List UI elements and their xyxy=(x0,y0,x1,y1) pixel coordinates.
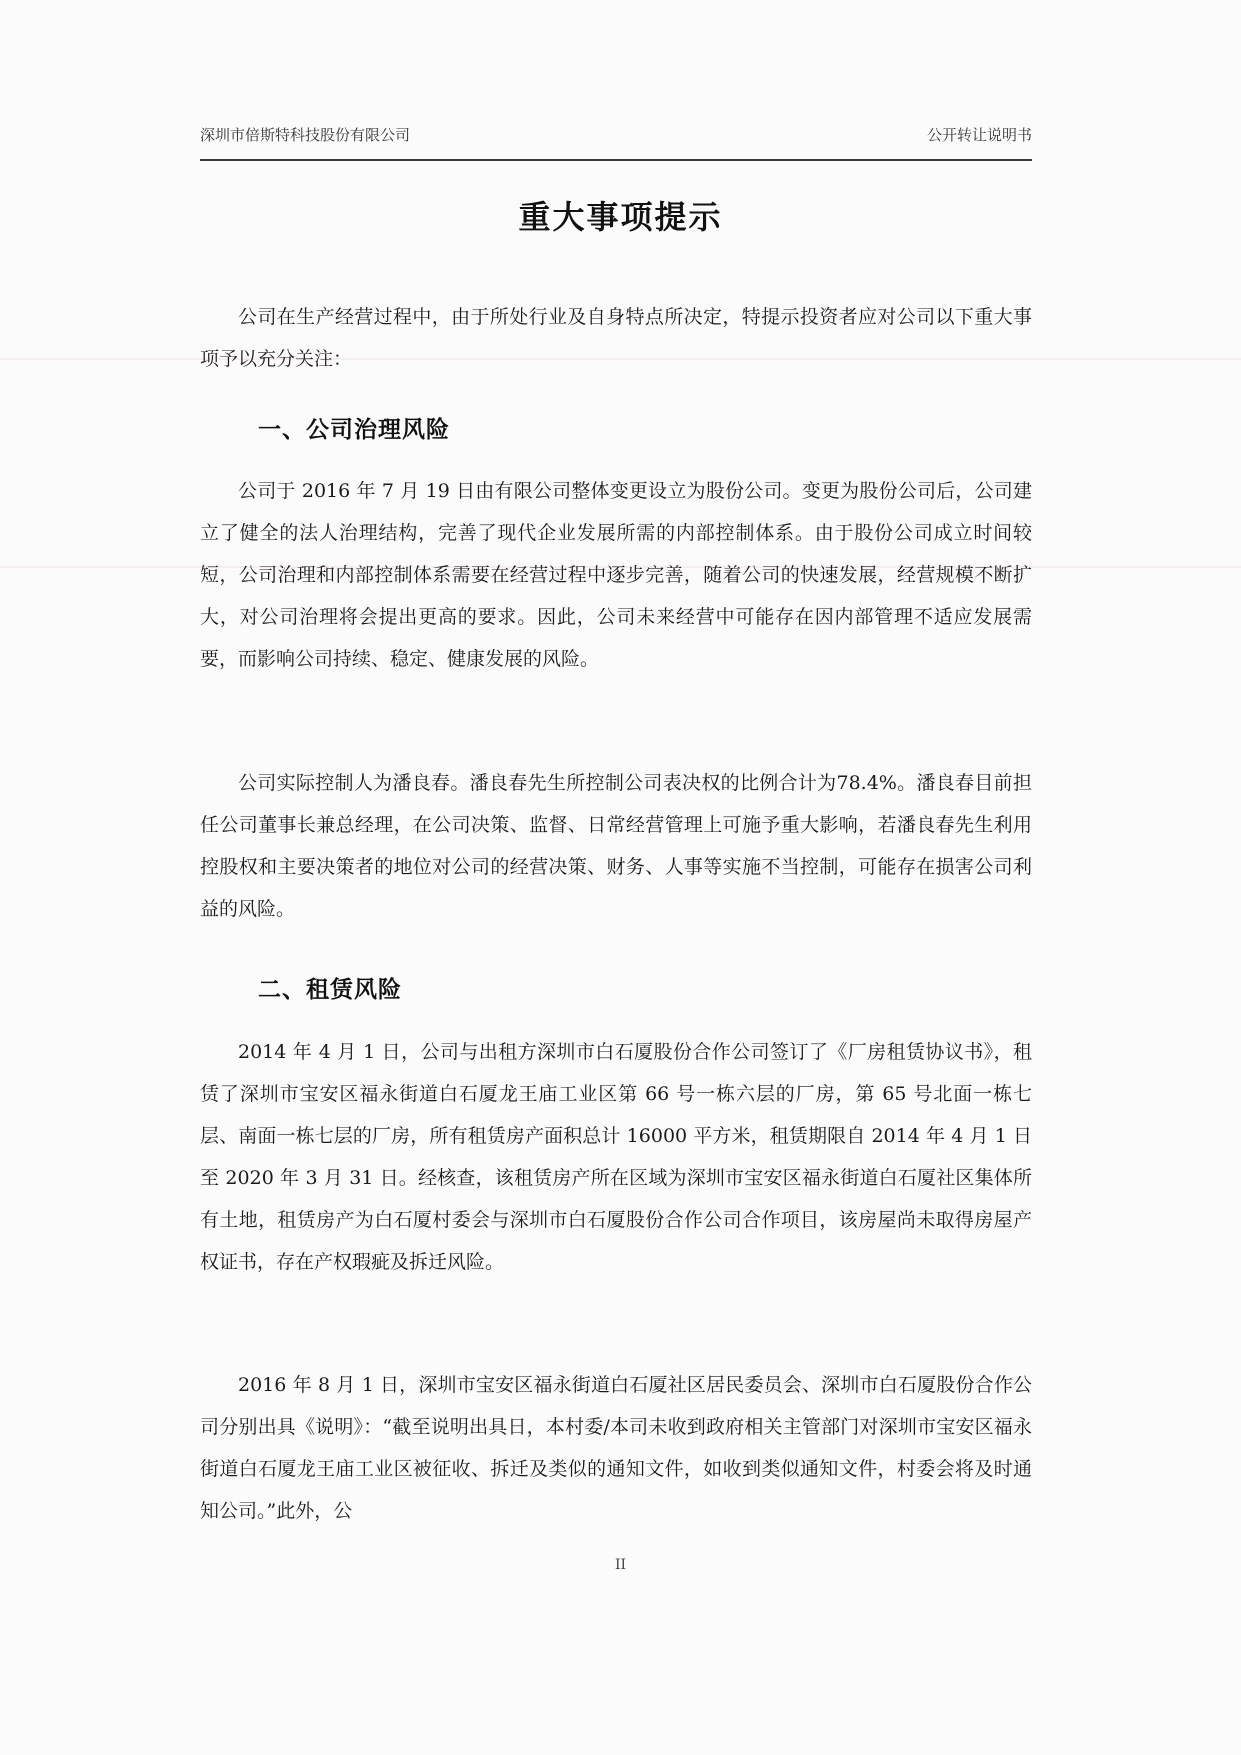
paragraph: 公司于 2016 年 7 月 19 日由有限公司整体变更设立为股份公司。变更为股份公司后，公司建立了健全的法人治理结构，完善了现代企业发展所需的内部控制体系。由于股份公司成立时间较短，公司治理和内部控制体系需要在经营过程中逐步完善，随着公司的快速发展，经营规模不断扩大，对公司治理将会提出更高的要求。因此，公司未来经营中可能存在因内部管理不适应发展需要，而影响公司持续、稳定、健康发展的风险。 xyxy=(200,480,1032,670)
section-heading: 一、公司治理风险 xyxy=(258,417,450,443)
page-title: 重大事项提示 xyxy=(518,198,723,236)
header-rule xyxy=(200,159,1032,161)
header-doc-type: 公开转让说明书 xyxy=(926,126,1032,144)
paragraph: 2014 年 4 月 1 日，公司与出租方深圳市白石厦股份合作公司签订了《厂房租赁协议书》，租赁了深圳市宝安区福永街道白石厦龙王庙工业区第 66 号一栋六层的厂房，第 65 号北面一栋七层、南面一栋七层的厂房，所有租赁房产面积总计 16000 平方米，租赁期限自 2014 年 4 月 1 日至 2020 年 3 月 31 日。经核查，该租赁房产所在区域为深圳市宝安区福永街道白石厦社区集体所有土地，租赁房产为白石厦村委会与深圳市白石厦股份合作公司合作项目，该房屋尚未取得房屋产权证书，存在产权瑕疵及拆迁风险。 xyxy=(200,1041,1032,1273)
section-heading: 二、租赁风险 xyxy=(258,977,402,1003)
intro-paragraph: 公司在生产经营过程中，由于所处行业及自身特点所决定，特提示投资者应对公司以下重大事项予以充分关注： xyxy=(200,306,1032,370)
page-number: II xyxy=(614,1557,627,1573)
paragraph: 2016 年 8 月 1 日，深圳市宝安区福永街道白石厦社区居民委员会、深圳市白石厦股份合作公司分别出具《说明》：“截至说明出具日，本村委/本司未收到政府相关主管部门对深圳市宝安区福永街道白石厦龙王庙工业区被征收、拆迁及类似的通知文件，如收到类似通知文件，村委会将及时通知公司。”此外，公 xyxy=(200,1374,1032,1522)
page-header xyxy=(200,120,1032,150)
header-company: 深圳市倍斯特科技股份有限公司 xyxy=(200,126,411,144)
paragraph: 公司实际控制人为潘良春。潘良春先生所控制公司表决权的比例合计为78.4%。潘良春目前担任公司董事长兼总经理，在公司决策、监督、日常经营管理上可施予重大影响，若潘良春先生利用控股权和主要决策者的地位对公司的经营决策、财务、人事等实施不当控制，可能存在损害公司利益的风险。 xyxy=(200,772,1032,920)
